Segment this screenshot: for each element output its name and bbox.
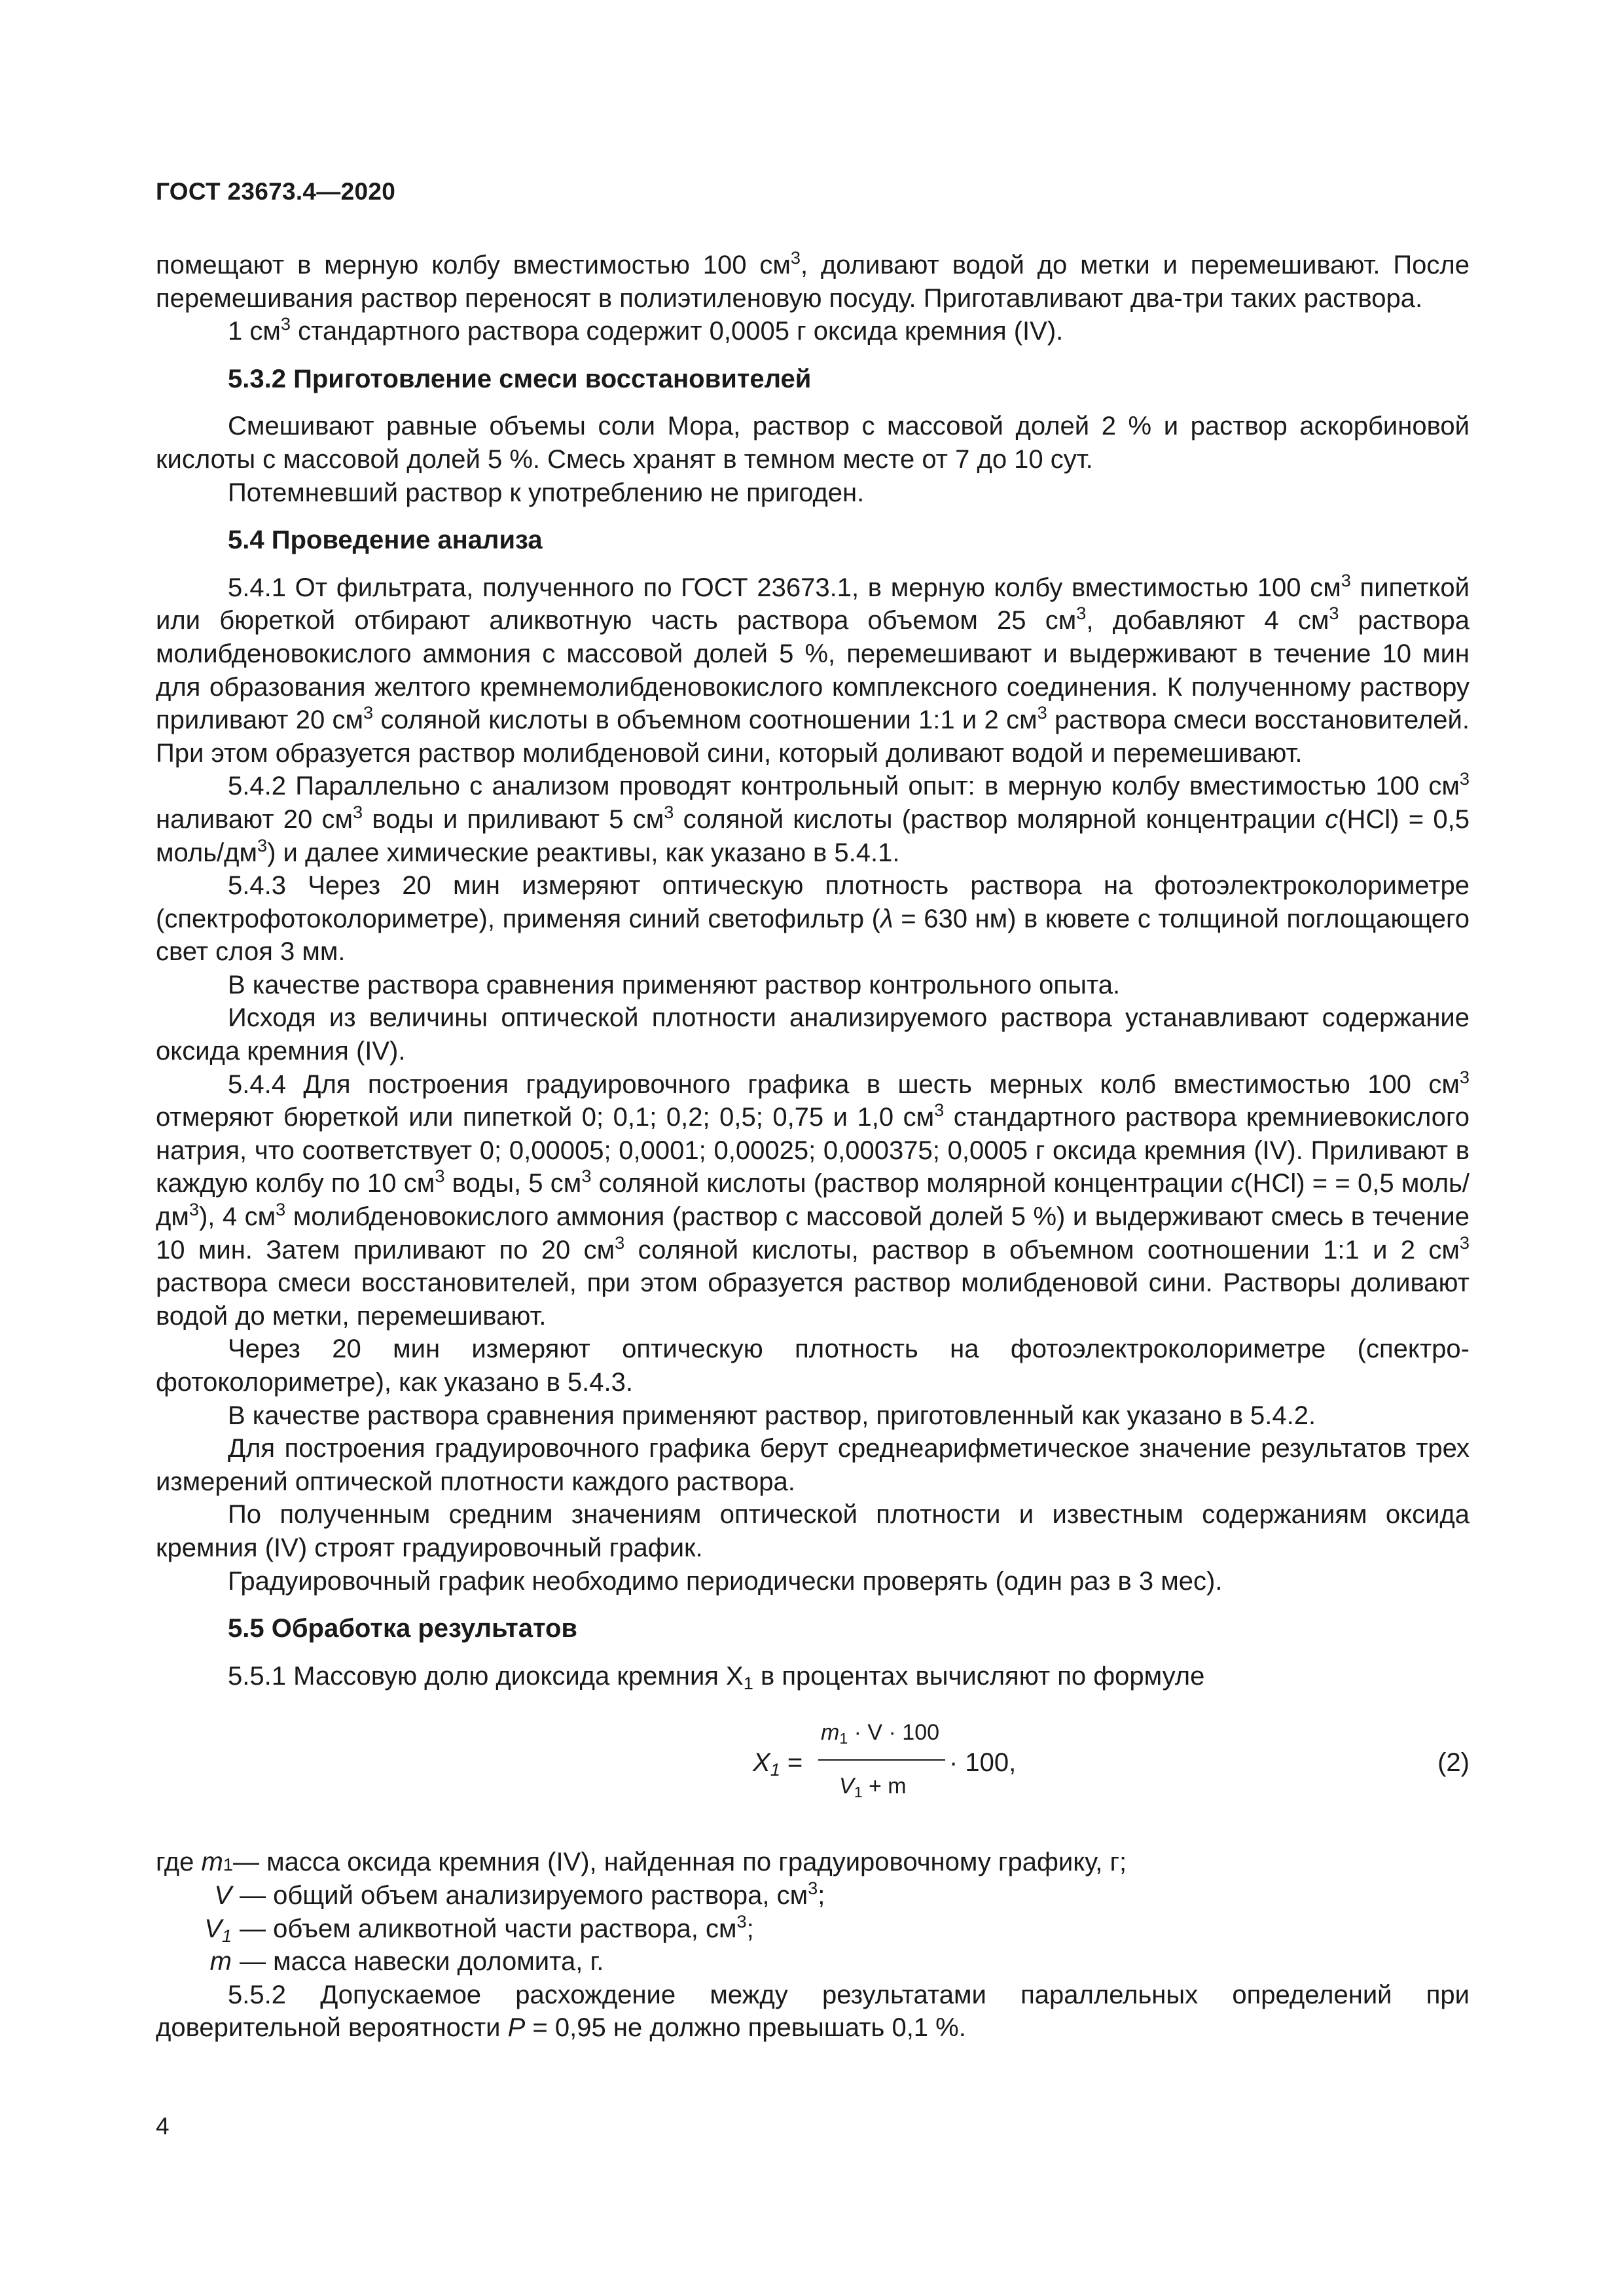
paragraph: Смешивают равные объемы соли Мора, раствор с массовой долей 2 % и раствор аскорбиновой кислоты с массовой долей 5 %. Смесь хранят в темном месте от 7 до 10 сут.: [156, 412, 1470, 474]
paragraph-5-4-2: 5.4.2 Параллельно с анализом проводят контрольный опыт: в мерную колбу вместимостью 100 $см^3$ наливают 20 $см^3$ воды и приливают 5 $см^3$ соляной кислоты (раствор молярной концентрации c(HCl) = 0,5 моль/$дм^3$) и далее химические реактивы, как указано в 5.4.1.: [156, 768, 1470, 867]
where-row: $V_1$ — объем аликвотной части раствора, $см^3$;: [204, 1910, 754, 1946]
paragraph: 1 $см^3$ стандартного раствора содержит 0,0005 г оксида кремния (IV).: [228, 314, 1064, 346]
document-page: [156, 0, 1470, 2296]
formula-number: (2): [1437, 1748, 1470, 1778]
document-header: ГОСТ 23673.4—2020: [156, 178, 396, 205]
where-row: где m 1 — масса оксида кремния (IV), найденная по градуировочному графику, г;: [156, 1848, 1127, 1877]
formula-numerator: $m_1 \cdot V \cdot 100$: [821, 1720, 940, 1748]
section-heading-5-3-2: 5.3.2 Приготовление смеси восстановителей: [228, 364, 812, 393]
paragraph-5-4-3: 5.4.3 Через 20 мин измеряют оптическую плотность раствора на фотоэлектроколориметре (спектрофотоколориметре), применяя синий светофильтр (λ = 630 нм) в кювете с толщиной поглощающего свет слоя 3 мм.: [156, 871, 1470, 967]
page-number: 4: [156, 2113, 170, 2140]
paragraph: Потемневший раствор к употреблению не пригоден.: [228, 478, 865, 507]
where-row: m — масса навески доломита, г.: [209, 1947, 604, 1977]
paragraph: В качестве раствора сравнения применяют раствор, приготовленный как указано в 5.4.2.: [228, 1401, 1316, 1430]
formula-lhs: $X_1$ =: [753, 1748, 803, 1780]
formula-rhs: · 100,: [949, 1748, 1017, 1778]
formula-denominator: $V_1 + m$: [839, 1774, 907, 1801]
paragraph: помещают в мерную колбу вместимостью 100 $см^3$, доливают водой до метки и перемешивают. После перемешивания раствор переносят в полиэтиленовую посуду. Приготавливают два-три таких раствора.: [156, 247, 1470, 313]
paragraph: Исходя из величины оптической плотности анализируемого раствора устанавливают содержание оксида кремния (IV).: [156, 1003, 1470, 1066]
paragraph-5-5-2: 5.5.2 Допускаемое расхождение между результатами параллельных определений при доверительной вероятности P = 0,95 не должно превышать 0,1 %.: [156, 1980, 1470, 2043]
paragraph: Для построения градуировочного графика берут среднеарифметическое значение результатов трех измерений оптической плотности каждого раствора.: [156, 1434, 1470, 1496]
where-row: V — общий объем анализируемого раствора, $см^3$;: [214, 1877, 825, 1910]
where-block: [156, 1846, 1470, 1978]
formula-block: [156, 1712, 1470, 1823]
paragraph: Градуировочный график необходимо периодически проверять (один раз в 3 мес).: [228, 1566, 1223, 1596]
formula-fraction: [818, 1712, 945, 1823]
paragraph-5-5-1: 5.5.1 Массовую долю диоксида кремния $X_1$ в процентах вычисляют по формуле: [228, 1661, 1205, 1693]
document-body: [156, 249, 1470, 2045]
fraction-bar: [818, 1759, 945, 1761]
paragraph: По полученным средним значениям оптической плотности и известным содержаниям оксида кремния (IV) строят градуировочный график.: [156, 1500, 1470, 1562]
section-heading-5-4: 5.4 Проведение анализа: [228, 526, 543, 555]
paragraph-5-4-1: 5.4.1 От фильтрата, полученного по ГОСТ 23673.1, в мерную колбу вместимостью 100 $см^3$ пипеткой или бюреткой отбирают аликвотную часть раствора объемом 25 $см^3$, добавляют 4 $см^3$ раствора молибденовокислого аммония с массовой долей 5 %, перемешивают и выдерживают в течение 10 мин для образования желтого кремнемолибденовокислого комплексного соединения. К полученному раствору приливают 20 $см^3$ соляной кислоты в объемном соотношении 1:1 и 2 $см^3$ раствора смеси восстановителей. При этом образуется раствор молибденовой сини, который доливают водой и перемешивают.: [156, 569, 1470, 768]
paragraph: Через 20 мин измеряют оптическую плотность на фотоэлектроколориметре (спектро-фотоколориметре), как указано в 5.4.3.: [156, 1335, 1470, 1397]
paragraph: В качестве раствора сравнения применяют раствор контрольного опыта.: [228, 970, 1121, 999]
section-heading-5-5: 5.5 Обработка результатов: [228, 1614, 578, 1643]
paragraph-5-4-4: 5.4.4 Для построения градуировочного графика в шесть мерных колб вместимостью 100 $см^3$ отмеряют бюреткой или пипеткой 0; 0,1; 0,2; 0,5; 0,75 и 1,0 $см^3$ стандартного раствора кремниевокислого натрия, что соответствует 0; 0,00005; 0,0001; 0,00025; 0,000375; 0,0005 г оксида кремния (IV). Приливают в каждую колбу по 10 $см^3$ воды, 5 $см^3$ соляной кислоты (раствор молярной концентрации c(HCl) = = 0,5 моль/$дм^3$), 4 $см^3$ молибденовокислого аммония (раствор с массовой долей 5 %) и выдерживают смесь в течение 10 мин. Затем приливают по 20 $см^3$ соляной кислоты, раствор в объемном соотношении 1:1 и 2 $см^3$ раствора смеси восстановителей, при этом образуется раствор молибденовой сини. Растворы доливают водой до метки, перемешивают.: [156, 1066, 1470, 1331]
